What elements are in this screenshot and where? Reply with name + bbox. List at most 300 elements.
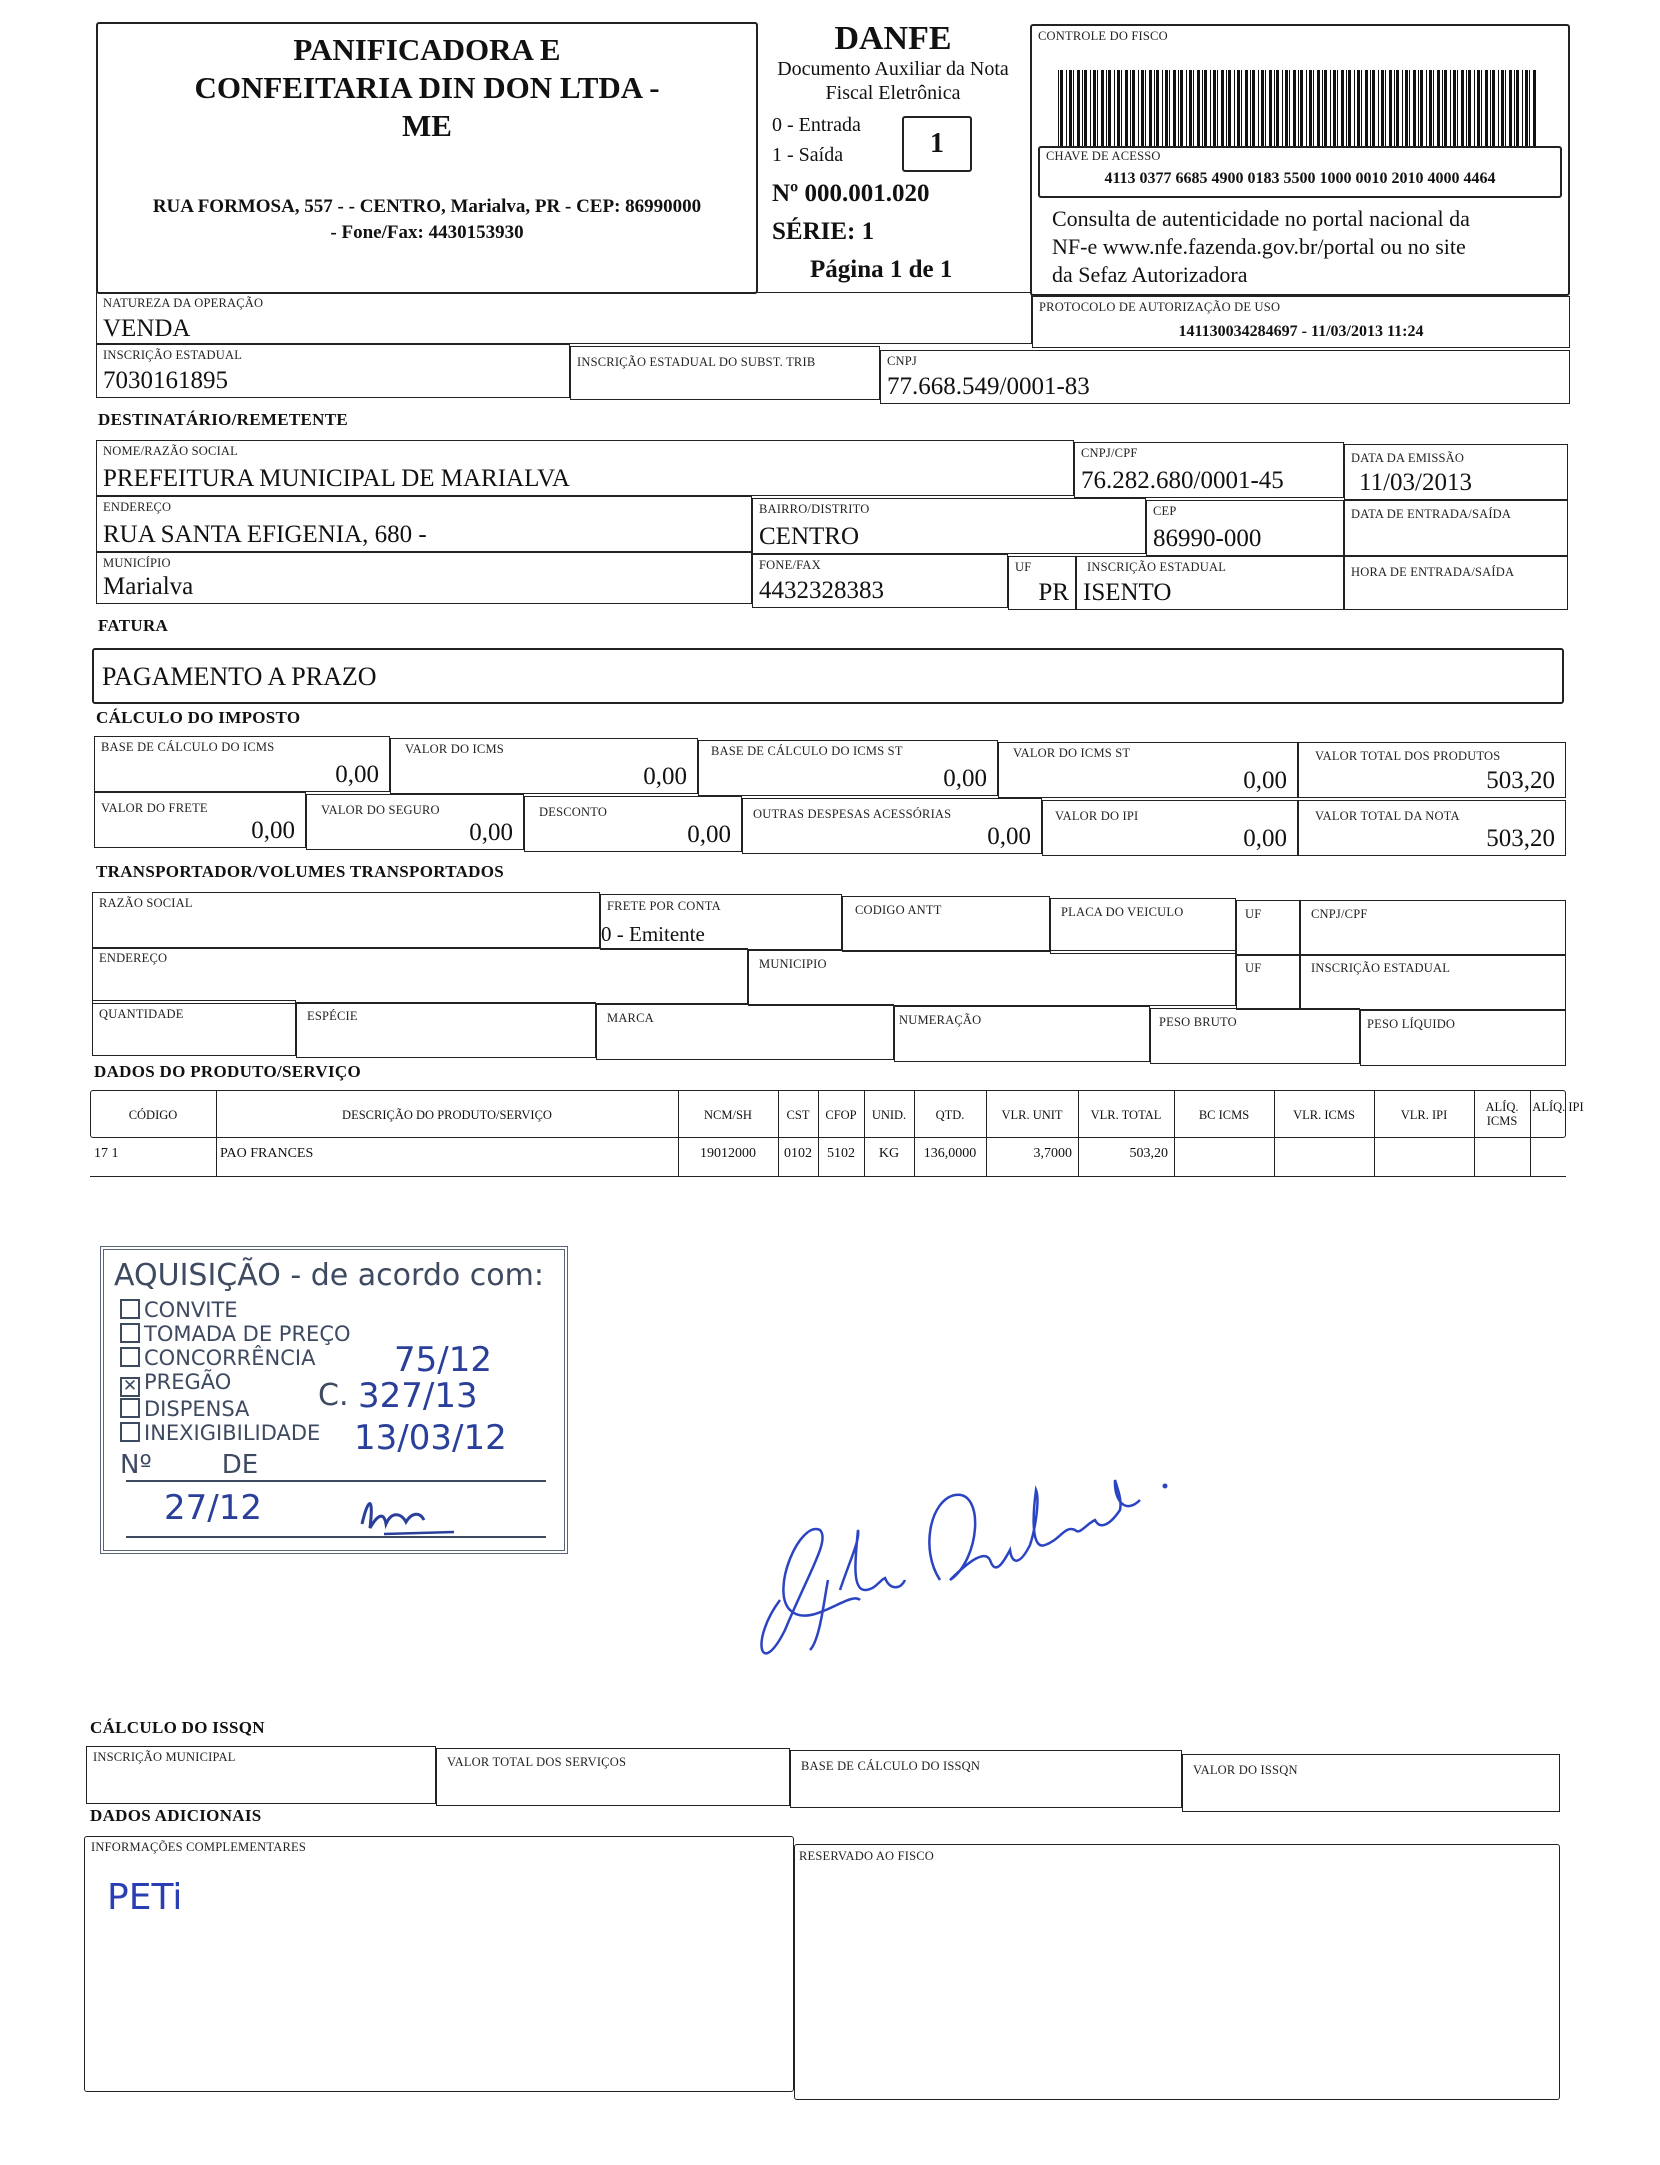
stamp-line-2 bbox=[126, 1536, 546, 1538]
header-aliq-ipi: ALÍQ. IPI bbox=[1532, 1100, 1584, 1114]
cnpj-label: CNPJ bbox=[887, 354, 917, 368]
barcode-bar bbox=[1204, 70, 1207, 146]
transp-quantidade-label: QUANTIDADE bbox=[99, 1007, 184, 1021]
barcode-bar bbox=[1525, 70, 1528, 146]
total-nota-value: 503,20 bbox=[1486, 825, 1555, 852]
barcode-bar bbox=[1145, 70, 1146, 146]
transp-frete bbox=[600, 894, 842, 950]
barcode-bar bbox=[1226, 70, 1227, 146]
transp-frete-label: FRETE POR CONTA bbox=[607, 899, 721, 913]
column-divider bbox=[216, 1090, 678, 1176]
checkbox-icon bbox=[120, 1323, 140, 1343]
dest-cnpj-value: 76.282.680/0001-45 bbox=[1081, 467, 1284, 494]
natureza-value: VENDA bbox=[103, 315, 191, 342]
valor-seguro bbox=[306, 794, 524, 850]
barcode-bar bbox=[1529, 70, 1530, 146]
cell-cfop: 5102 bbox=[827, 1146, 855, 1161]
barcode-bar bbox=[1490, 70, 1491, 146]
transp-razao-label: RAZÃO SOCIAL bbox=[99, 896, 193, 910]
adicionais-section: DADOS ADICIONAIS bbox=[90, 1806, 262, 1825]
barcode-bar bbox=[1372, 70, 1375, 146]
header-vlr-unit: VLR. UNIT bbox=[1001, 1108, 1063, 1122]
reservado-fisco bbox=[794, 1844, 1560, 2100]
transp-antt bbox=[842, 896, 1050, 952]
barcode-bar bbox=[1477, 70, 1480, 146]
checked-checkbox-icon: ✕ bbox=[120, 1377, 140, 1397]
barcode-bar bbox=[1228, 70, 1231, 146]
barcode-bar bbox=[1132, 70, 1135, 146]
dest-fone-value: 4432328383 bbox=[759, 577, 884, 604]
barcode-bar bbox=[1361, 70, 1362, 146]
fisco-label: RESERVADO AO FISCO bbox=[799, 1849, 935, 1863]
issqn-inscricao-label: INSCRIÇÃO MUNICIPAL bbox=[93, 1750, 236, 1764]
barcode-bar bbox=[1241, 70, 1242, 146]
stamp-opt-inexigibilidade bbox=[120, 1421, 351, 1445]
stamp-opt-concorrencia bbox=[120, 1346, 351, 1370]
emitente-name-line2: CONFEITARIA DIN DON LTDA - bbox=[194, 70, 660, 105]
issqn-base-label: BASE DE CÁLCULO DO ISSQN bbox=[801, 1759, 981, 1773]
barcode-bar bbox=[1162, 70, 1163, 146]
consulta-line3: da Sefaz Autorizadora bbox=[1052, 262, 1248, 287]
column-divider bbox=[1078, 1090, 1174, 1176]
barcode-bar bbox=[1274, 70, 1275, 146]
emitente-address: RUA FORMOSA, 557 - - CENTRO, Marialva, PR - CEP: 86990000 bbox=[152, 196, 702, 217]
valor-icms-value: 0,00 bbox=[643, 763, 687, 790]
barcode-bar bbox=[1165, 70, 1168, 146]
dest-cnpj bbox=[1074, 442, 1344, 498]
chave-box bbox=[1038, 146, 1562, 198]
frete-value: 0,00 bbox=[251, 817, 295, 844]
info-label: INFORMAÇÕES COMPLEMENTARES bbox=[91, 1840, 306, 1854]
transp-peso-bruto bbox=[1150, 1008, 1360, 1064]
barcode-bar bbox=[1429, 70, 1432, 146]
chave-label: CHAVE DE ACESSO bbox=[1046, 149, 1161, 163]
danfe-saida: 1 - Saída bbox=[772, 144, 844, 166]
barcode-bar bbox=[1082, 70, 1083, 146]
ie-st-label: INSCRIÇÃO ESTADUAL DO SUBST. TRIB bbox=[577, 355, 816, 369]
stamp-opt-convite bbox=[120, 1298, 351, 1322]
barcode-bar bbox=[1485, 70, 1488, 146]
dest-fone bbox=[752, 554, 1008, 608]
barcode-bar bbox=[1330, 70, 1331, 146]
danfe-tipo-box: 1 bbox=[902, 116, 972, 172]
valor-icms-label: VALOR DO ICMS bbox=[405, 742, 504, 756]
barcode-bar bbox=[1381, 70, 1384, 146]
cell-codigo: 17 1 bbox=[94, 1146, 119, 1161]
barcode-bar bbox=[1285, 70, 1288, 146]
stamp-n-de bbox=[120, 1450, 258, 1480]
transp-peso-bruto-label: PESO BRUTO bbox=[1159, 1015, 1237, 1029]
barcode-bar bbox=[1405, 70, 1408, 146]
danfe-serie: SÉRIE: 1 bbox=[772, 218, 875, 245]
info-handwritten: PETi bbox=[107, 1877, 183, 1918]
barcode-bar bbox=[1444, 70, 1447, 146]
dest-emissao-label: DATA DA EMISSÃO bbox=[1351, 451, 1465, 465]
barcode-bar bbox=[1106, 70, 1107, 146]
emitente-phone: - Fone/Fax: 4430153930 bbox=[330, 222, 524, 243]
barcode-bar bbox=[1402, 70, 1403, 146]
valor-frete bbox=[94, 792, 306, 848]
transp-marca-label: MARCA bbox=[607, 1011, 654, 1025]
controle-fisco-label: CONTROLE DO FISCO bbox=[1038, 29, 1168, 43]
issqn-valor-label: VALOR DO ISSQN bbox=[1193, 1763, 1298, 1777]
transp-especie bbox=[296, 1002, 596, 1058]
stamp-opt-concorrencia-label: CONCORRÊNCIA bbox=[144, 1346, 316, 1370]
barcode-bar bbox=[1197, 70, 1200, 146]
checkbox-icon bbox=[120, 1398, 140, 1418]
barcode-bar bbox=[1186, 70, 1187, 146]
dest-endereco-value: RUA SANTA EFIGENIA, 680 - bbox=[103, 521, 427, 548]
barcode-bar bbox=[1346, 70, 1347, 146]
cell-vlr-unit: 3,7000 bbox=[1033, 1146, 1072, 1161]
barcode-bar bbox=[1213, 70, 1216, 146]
desconto-label: DESCONTO bbox=[539, 805, 608, 819]
dest-hora bbox=[1344, 556, 1568, 610]
barcode-bar bbox=[1418, 70, 1419, 146]
barcode-bar bbox=[1389, 70, 1392, 146]
total-nota-label: VALOR TOTAL DA NOTA bbox=[1315, 809, 1460, 823]
barcode-bar bbox=[1173, 70, 1176, 146]
barcode-bar bbox=[1252, 70, 1255, 146]
danfe-pagina: Página 1 de 1 bbox=[810, 256, 953, 283]
transp-especie-label: ESPÉCIE bbox=[307, 1009, 358, 1023]
danfe-subtitle1: Documento Auxiliar da Nota bbox=[777, 58, 1009, 80]
dest-endereco bbox=[96, 496, 752, 552]
barcode-bar bbox=[1202, 70, 1203, 146]
base-icms-label: BASE DE CÁLCULO DO ICMS bbox=[101, 740, 275, 754]
barcode-bar bbox=[1365, 70, 1368, 146]
header-unid: UNID. bbox=[871, 1108, 907, 1122]
imposto-section: CÁLCULO DO IMPOSTO bbox=[96, 708, 301, 727]
barcode-bar bbox=[1457, 70, 1458, 146]
dest-municipio-label: MUNICÍPIO bbox=[103, 556, 171, 570]
stamp-initials-icon bbox=[354, 1490, 464, 1540]
barcode-bar bbox=[1466, 70, 1467, 146]
dest-emissao bbox=[1344, 444, 1568, 500]
protocolo-autorizacao bbox=[1032, 296, 1570, 348]
hw-pregao-number: 75/12 bbox=[394, 1340, 492, 1380]
barcode-bar bbox=[1348, 70, 1351, 146]
barcode-bar bbox=[1426, 70, 1427, 146]
total-produtos-label: VALOR TOTAL DOS PRODUTOS bbox=[1315, 749, 1501, 763]
dest-cnpj-label: CNPJ/CPF bbox=[1081, 446, 1138, 460]
seguro-value: 0,00 bbox=[469, 819, 513, 846]
transp-cnpj-label: CNPJ/CPF bbox=[1311, 907, 1368, 921]
barcode-bar bbox=[1097, 70, 1098, 146]
dest-cep-label: CEP bbox=[1153, 504, 1177, 518]
base-calculo-icms-st bbox=[698, 740, 998, 796]
dest-nome bbox=[96, 440, 1074, 496]
stamp-opt-dispensa-label: DISPENSA bbox=[144, 1397, 250, 1421]
base-icms-value: 0,00 bbox=[335, 761, 379, 788]
emitente-name-line3: ME bbox=[402, 108, 452, 143]
transp-uf2 bbox=[1236, 954, 1300, 1010]
stamp-opt-convite-label: CONVITE bbox=[144, 1298, 238, 1322]
barcode-bar bbox=[1461, 70, 1464, 146]
transp-antt-label: CODIGO ANTT bbox=[855, 903, 942, 917]
transp-quantidade bbox=[92, 1000, 296, 1056]
barcode-bar bbox=[1261, 70, 1264, 146]
barcode-bar bbox=[1370, 70, 1371, 146]
dest-uf-label: UF bbox=[1015, 560, 1032, 574]
transp-uf-label: UF bbox=[1245, 907, 1262, 921]
stamp-options bbox=[120, 1298, 351, 1445]
danfe-block bbox=[758, 20, 1028, 294]
barcode-bar bbox=[1069, 70, 1072, 146]
cell-vlr-total: 503,20 bbox=[1129, 1146, 1168, 1161]
barcode-bar bbox=[1258, 70, 1259, 146]
dest-nome-label: NOME/RAZÃO SOCIAL bbox=[103, 444, 238, 458]
barcode-bar bbox=[1474, 70, 1475, 146]
produtos-table bbox=[90, 1090, 1584, 1176]
danfe-title: DANFE bbox=[834, 20, 952, 57]
barcode-bar bbox=[1533, 70, 1536, 146]
transp-cnpj bbox=[1300, 900, 1566, 956]
barcode-bar bbox=[1066, 70, 1067, 146]
barcode-bar bbox=[1265, 70, 1266, 146]
hw-data: 13/03/12 bbox=[354, 1418, 507, 1458]
barcode-bar bbox=[1090, 70, 1091, 146]
issqn-section: CÁLCULO DO ISSQN bbox=[90, 1718, 265, 1737]
stamp-line-1 bbox=[126, 1480, 546, 1482]
inscricao-estadual-st bbox=[570, 346, 880, 400]
transp-placa bbox=[1050, 898, 1236, 954]
issqn-valor bbox=[1182, 1754, 1560, 1812]
barcode-bar bbox=[1125, 70, 1128, 146]
valor-total-produtos bbox=[1298, 742, 1566, 798]
hw-c: C. bbox=[318, 1378, 349, 1413]
header-ncm: NCM/SH bbox=[704, 1108, 752, 1122]
barcode-bar bbox=[1193, 70, 1194, 146]
column-divider bbox=[778, 1090, 818, 1176]
barcode-bar bbox=[1058, 70, 1059, 146]
stamp-n: Nº bbox=[120, 1450, 152, 1480]
transp-peso-liquido bbox=[1360, 1010, 1566, 1066]
column-divider bbox=[678, 1090, 778, 1176]
consulta-line1: Consulta de autenticidade no portal nacional da bbox=[1052, 206, 1470, 231]
column-divider bbox=[1374, 1090, 1474, 1176]
transp-numeracao bbox=[894, 1006, 1150, 1062]
barcode-bar bbox=[1101, 70, 1104, 146]
transp-endereco-label: ENDEREÇO bbox=[99, 951, 168, 965]
column-divider bbox=[818, 1090, 864, 1176]
emitente-name-line1: PANIFICADORA E bbox=[293, 32, 561, 67]
dest-uf-value: PR bbox=[1038, 579, 1069, 606]
dest-uf bbox=[1008, 556, 1076, 610]
barcode-bar bbox=[1149, 70, 1152, 146]
issqn-inscricao-municipal bbox=[86, 1746, 436, 1804]
barcode-bar bbox=[1269, 70, 1272, 146]
consulta-line2: NF-e www.nfe.fazenda.gov.br/portal ou no site bbox=[1052, 234, 1466, 259]
ie-value: 7030161895 bbox=[103, 367, 228, 394]
dest-nome-value: PREFEITURA MUNICIPAL DE MARIALVA bbox=[103, 465, 570, 492]
barcode-bar bbox=[1333, 70, 1336, 146]
stamp-opt-dispensa bbox=[120, 1397, 351, 1421]
fatura-box bbox=[92, 648, 1564, 704]
header-bc-icms: BC ICMS bbox=[1198, 1108, 1250, 1122]
column-divider bbox=[864, 1090, 914, 1176]
barcode-bar bbox=[1073, 70, 1074, 146]
barcode-bar bbox=[1084, 70, 1087, 146]
stamp-de: DE bbox=[221, 1450, 259, 1480]
barcode-bar bbox=[1221, 70, 1224, 146]
barcode-bar bbox=[1437, 70, 1440, 146]
cnpj-value: 77.668.549/0001-83 bbox=[887, 373, 1090, 400]
checkbox-icon bbox=[120, 1347, 140, 1367]
header-cfop: CFOP bbox=[825, 1108, 857, 1122]
barcode-bar bbox=[1093, 70, 1096, 146]
barcode-bar bbox=[1394, 70, 1395, 146]
transp-peso-liquido-label: PESO LÍQUIDO bbox=[1367, 1017, 1456, 1031]
barcode-bar bbox=[1180, 70, 1183, 146]
issqn-valor-servicos bbox=[436, 1748, 790, 1806]
transp-razao bbox=[92, 892, 600, 948]
base-icms-st-value: 0,00 bbox=[943, 765, 987, 792]
dest-fone-label: FONE/FAX bbox=[759, 558, 821, 572]
header-cst: CST bbox=[786, 1108, 810, 1122]
header-aliq-icms: ALÍQ. ICMS bbox=[1485, 1100, 1519, 1128]
column-divider bbox=[914, 1090, 986, 1176]
transp-municipio-label: MUNICIPIO bbox=[759, 957, 827, 971]
valor-icms-st-label: VALOR DO ICMS ST bbox=[1013, 746, 1131, 760]
barcode-bar bbox=[1077, 70, 1080, 146]
issqn-base-calculo bbox=[790, 1750, 1182, 1808]
barcode-bar bbox=[1341, 70, 1344, 146]
barcode-bar bbox=[1501, 70, 1504, 146]
barcode-bar bbox=[1245, 70, 1248, 146]
barcode-bar bbox=[1468, 70, 1471, 146]
informacoes-complementares bbox=[84, 1836, 794, 2092]
outras-despesas-label: OUTRAS DESPESAS ACESSÓRIAS bbox=[753, 807, 952, 821]
transp-placa-label: PLACA DO VEICULO bbox=[1061, 905, 1184, 919]
danfe-numero: Nº 000.001.020 bbox=[772, 180, 930, 207]
column-divider bbox=[1174, 1090, 1274, 1176]
barcode-bar bbox=[1060, 70, 1063, 146]
barcode-bar bbox=[1234, 70, 1235, 146]
stamp-opt-inexigibilidade-label: INEXIGIBILIDADE bbox=[144, 1421, 321, 1445]
transp-endereco bbox=[92, 948, 748, 1004]
transp-uf2-label: UF bbox=[1245, 961, 1262, 975]
barcode-bar bbox=[1357, 70, 1360, 146]
transp-marca bbox=[596, 1004, 894, 1060]
dest-bairro-label: BAIRRO/DISTRITO bbox=[759, 502, 870, 516]
column-divider bbox=[90, 1090, 216, 1176]
desconto-value: 0,00 bbox=[687, 821, 731, 848]
header-vlr-total: VLR. TOTAL bbox=[1090, 1108, 1162, 1122]
cell-ncm: 19012000 bbox=[700, 1146, 756, 1161]
transp-numeracao-label: NUMERAÇÃO bbox=[899, 1013, 982, 1027]
header-codigo: CÓDIGO bbox=[128, 1108, 178, 1122]
inscricao-estadual bbox=[96, 344, 570, 398]
frete-label: VALOR DO FRETE bbox=[101, 801, 208, 815]
hw-contrato: 327/13 bbox=[358, 1376, 478, 1416]
barcode-bar bbox=[1481, 70, 1482, 146]
barcode-bar bbox=[1114, 70, 1115, 146]
barcode-bar bbox=[1514, 70, 1515, 146]
cell-unid: KG bbox=[878, 1146, 900, 1161]
natureza-operacao bbox=[96, 292, 1032, 344]
danfe-entrada: 0 - Entrada bbox=[772, 114, 861, 136]
ipi-label: VALOR DO IPI bbox=[1055, 809, 1139, 823]
barcode-bar bbox=[1217, 70, 1218, 146]
dest-municipio-value: Marialva bbox=[103, 573, 194, 600]
dest-municipio bbox=[96, 552, 752, 604]
header-vlr-icms: VLR. ICMS bbox=[1293, 1108, 1355, 1122]
valor-total-nota bbox=[1298, 800, 1566, 856]
dest-endereco-label: ENDEREÇO bbox=[103, 500, 172, 514]
barcode-bar bbox=[1156, 70, 1159, 146]
valor-icms-st bbox=[998, 742, 1298, 798]
destinatario-section: DESTINATÁRIO/REMETENTE bbox=[98, 410, 349, 429]
checkbox-icon bbox=[120, 1299, 140, 1319]
barcode-bar bbox=[1130, 70, 1131, 146]
barcode-bar bbox=[1169, 70, 1170, 146]
dest-entrada-label: DATA DE ENTRADA/SAÍDA bbox=[1351, 507, 1512, 521]
checkbox-icon bbox=[120, 1422, 140, 1442]
natureza-label: NATUREZA DA OPERAÇÃO bbox=[103, 296, 264, 310]
barcode-bar bbox=[1492, 70, 1495, 146]
dest-data-entrada bbox=[1344, 500, 1568, 556]
barcode-bar bbox=[1498, 70, 1499, 146]
stamp-title: AQUISIÇÃO - de acordo com: bbox=[114, 1258, 544, 1293]
barcode-bar bbox=[1189, 70, 1192, 146]
barcode-bar bbox=[1298, 70, 1299, 146]
stamp-opt-pregao-label: PREGÃO bbox=[144, 1370, 232, 1394]
barcode bbox=[1058, 70, 1544, 146]
cell-descricao: PAO FRANCES bbox=[220, 1146, 314, 1161]
dest-cep bbox=[1146, 500, 1344, 556]
base-icms-st-label: BASE DE CÁLCULO DO ICMS ST bbox=[711, 744, 903, 758]
barcode-bar bbox=[1322, 70, 1323, 146]
barcode-bar bbox=[1505, 70, 1506, 146]
barcode-bar bbox=[1413, 70, 1416, 146]
barcode-bar bbox=[1516, 70, 1519, 146]
dest-cep-value: 86990-000 bbox=[1153, 525, 1262, 552]
transp-ie bbox=[1300, 954, 1566, 1010]
protocolo-value: 141130034284697 - 11/03/2013 11:24 bbox=[1178, 323, 1424, 340]
barcode-bar bbox=[1300, 70, 1303, 146]
barcode-bar bbox=[1509, 70, 1512, 146]
dest-ie-value: ISENTO bbox=[1083, 579, 1172, 606]
aquisicao-stamp bbox=[100, 1246, 568, 1554]
barcode-bar bbox=[1420, 70, 1423, 146]
header-qtd: QTD. bbox=[935, 1108, 965, 1122]
barcode-bar bbox=[1324, 70, 1327, 146]
total-produtos-value: 503,20 bbox=[1486, 767, 1555, 794]
transp-frete-value: 0 - Emitente bbox=[601, 922, 705, 946]
hw-bottom-number: 27/12 bbox=[164, 1488, 262, 1528]
barcode-bar bbox=[1141, 70, 1144, 146]
barcode-bar bbox=[1409, 70, 1410, 146]
fatura-section: FATURA bbox=[98, 616, 169, 635]
controle-fisco-box bbox=[1030, 24, 1570, 296]
outras-despesas bbox=[742, 798, 1042, 854]
barcode-bar bbox=[1108, 70, 1111, 146]
transportador-section: TRANSPORTADOR/VOLUMES TRANSPORTADOS bbox=[96, 862, 505, 881]
stamp-opt-tomada bbox=[120, 1322, 351, 1346]
danfe-subtitle2: Fiscal Eletrônica bbox=[825, 82, 961, 104]
barcode-bar bbox=[1385, 70, 1386, 146]
valor-icms bbox=[390, 738, 698, 794]
barcode-bar bbox=[1121, 70, 1122, 146]
produtos-section: DADOS DO PRODUTO/SERVIÇO bbox=[94, 1062, 361, 1081]
barcode-bar bbox=[1317, 70, 1320, 146]
cell-cst: 0102 bbox=[784, 1146, 812, 1161]
seguro-label: VALOR DO SEGURO bbox=[321, 803, 440, 817]
dest-bairro-value: CENTRO bbox=[759, 523, 859, 550]
desconto bbox=[524, 796, 742, 852]
protocolo-label: PROTOCOLO DE AUTORIZAÇÃO DE USO bbox=[1039, 300, 1281, 314]
